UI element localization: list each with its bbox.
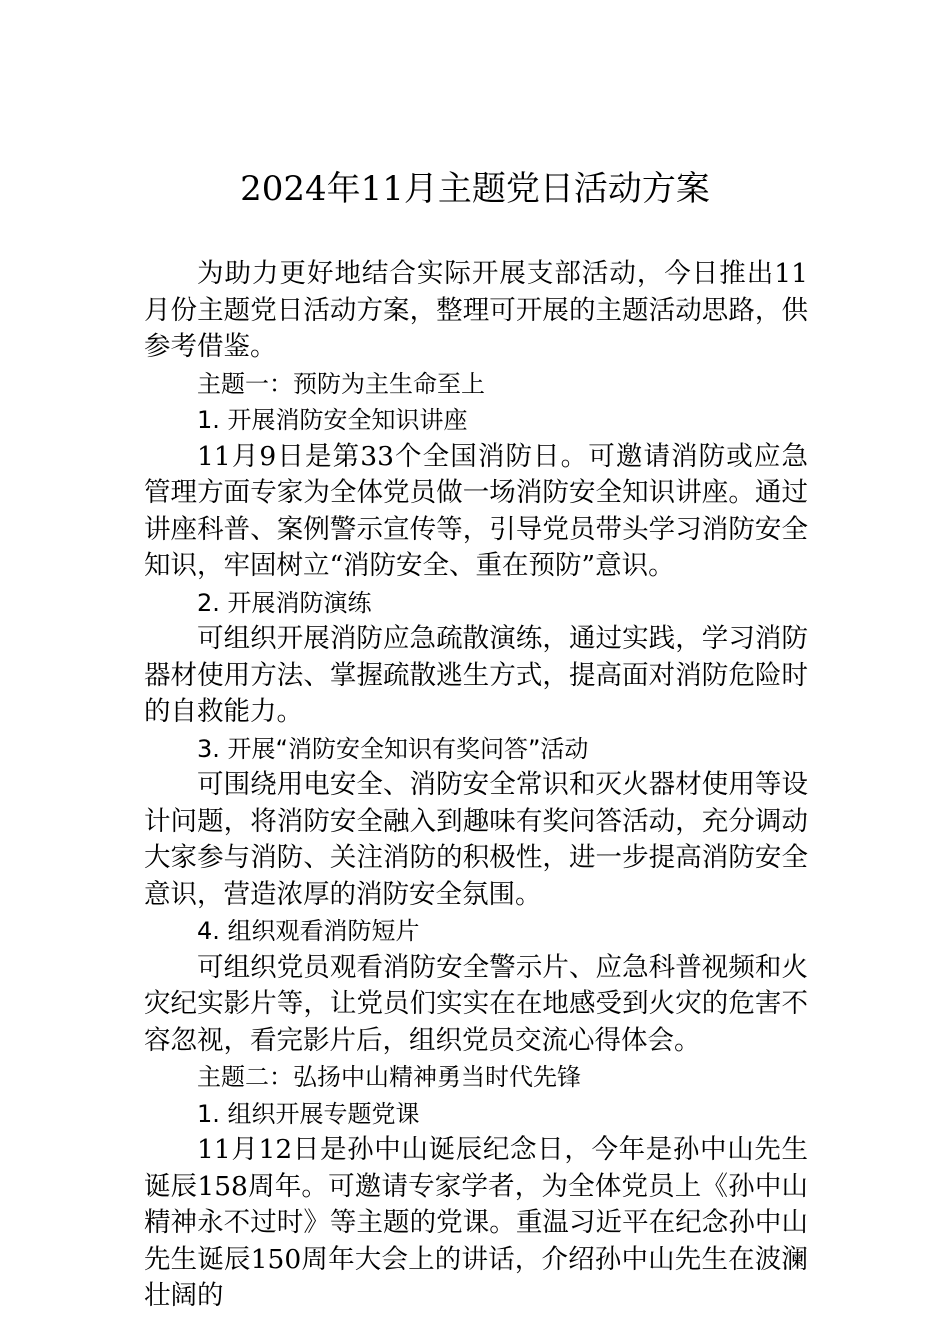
section-heading: 3. 开展“消防安全知识有奖问答”活动	[197, 734, 589, 763]
body-paragraph: 可组织开展消防应急疏散演练，通过实践，学习消防器材使用方法、掌握疏散逃生方式，提高面对消防危险时的自救能力。	[144, 623, 808, 727]
theme-one-heading: 主题一：预防为主生命至上	[197, 369, 485, 398]
section-heading: 1. 组织开展专题党课	[197, 1099, 420, 1128]
body-paragraph: 可组织党员观看消防安全警示片、应急科普视频和火灾纪实影片等，让党员们实实在在地感受到火灾的危害不容忽视，看完影片后，组织党员交流心得体会。	[144, 951, 808, 1056]
theme-two-heading: 主题二：弘扬中山精神勇当时代先锋	[197, 1063, 581, 1091]
body-paragraph: 11月12日是孙中山诞辰纪念日，今年是孙中山先生诞辰158周年。可邀请专家学者，为全体党员上《孙中山精神永不过时》等主题的党课。重温习近平在纪念孙中山先生诞辰150周年大会上的讲话，介绍孙中山先生在波澜壮阔的	[144, 1134, 808, 1311]
section-heading: 2. 开展消防演练	[197, 588, 372, 617]
document-body	[144, 256, 808, 1315]
intro-paragraph: 为助力更好地结合实际开展支部活动，今日推出11月份主题党日活动方案，整理可开展的主题活动思路，供参考借鉴。	[144, 258, 808, 362]
document-title: 2024年11月主题党日活动方案	[240, 169, 710, 209]
section-heading: 4. 组织观看消防短片	[197, 917, 420, 945]
body-paragraph: 11月9日是第33个全国消防日。可邀请消防或应急管理方面专家为全体党员做一场消防安全知识讲座。通过讲座科普、案例警示宣传等，引导党员带头学习消防安全知识，牢固树立“消防安全、重在预防”意识。	[144, 440, 808, 581]
body-paragraph: 可围绕用电安全、消防安全常识和灭火器材使用等设计问题，将消防安全融入到趣味有奖问答活动，充分调动大家参与消防、关注消防的积极性，进一步提高消防安全意识，营造浓厚的消防安全氛围。	[144, 769, 808, 910]
section-heading: 1. 开展消防安全知识讲座	[197, 406, 468, 434]
